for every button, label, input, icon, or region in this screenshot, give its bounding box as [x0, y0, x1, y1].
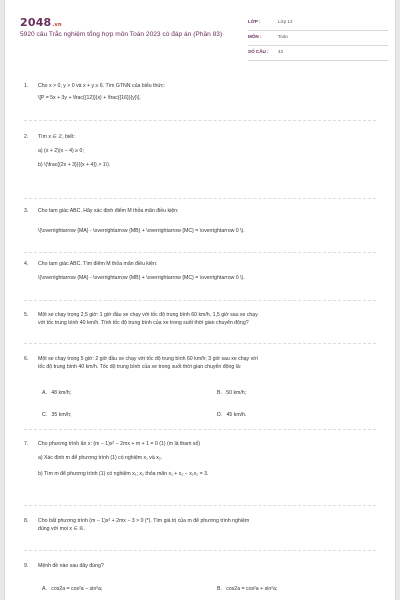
answer-option-d[interactable] — [217, 412, 246, 418]
answer-option-b[interactable] — [217, 390, 246, 396]
meta-key: SỐ CÂU : — [248, 49, 269, 54]
answer-option-b[interactable] — [217, 586, 277, 592]
logo-suffix: .vn — [52, 22, 62, 28]
option-text: 50 km/h; — [226, 390, 247, 396]
question-text: Một xe chạy trọng 2,5 giờ: 1 giờ đầu xe chạy với tốc độ trung bình 60 km/h, 1,5 giờ sau xe chạy — [38, 312, 258, 318]
question-number: 1. — [24, 83, 29, 89]
question-text: Cho tam giác ABC. Hãy xác định điểm M thỏa mãn điều kiện: — [38, 208, 179, 214]
question-number: 2. — [24, 134, 29, 140]
question-text: Cho bất phương trình (m − 1)x² + 2mx − 3 > 0 (*). Tìm giá trị của m để phương trình nghiệm — [38, 518, 250, 524]
question-divider — [24, 120, 376, 121]
answer-option-c[interactable] — [42, 412, 71, 418]
meta-key: LỚP : — [248, 19, 261, 24]
option-key: A. — [42, 390, 47, 396]
option-key: B. — [217, 586, 222, 592]
question-number: 9. — [24, 563, 29, 569]
question-text: Một xe chạy trong 5 giờ: 2 giờ đầu xe chạy với tốc độ trung bình 60 km/h; 3 giờ sau xe chạy với — [38, 356, 258, 362]
meta-row-class — [248, 16, 388, 31]
option-key: A. — [42, 586, 47, 592]
question-text: đúng với mọi x ∈ ℝ. — [38, 526, 85, 532]
option-text: cos2a = cos²a + sin²a; — [226, 586, 278, 592]
option-key: C. — [42, 412, 48, 418]
question-divider — [24, 550, 376, 551]
question-number: 7. — [24, 441, 29, 447]
question-formula: \(\overrightarrow {MA} - \overrightarrow {MB} + \overrightarrow {MC} = \overrightarrow 0 \). — [38, 275, 245, 281]
meta-table — [248, 16, 388, 61]
site-logo[interactable] — [20, 16, 62, 29]
document-title: 5920 câu Trắc nghiệm tổng hợp môn Toán 2023 có đáp án (Phần 83) — [20, 31, 223, 38]
question-divider — [24, 300, 376, 301]
question-text: Cho x > 0, y > 0 và x + y ≥ 6. Tìm GTNN của biểu thức: — [38, 83, 165, 89]
question-formula: \[P = 5x + 3y + \frac{{12}}{x} + \frac{{16}}{y}\]. — [38, 95, 141, 101]
question-text: Cho phương trình ẩn x: (m − 1)x² − 2mx + m + 1 = 0 (1) (m là tham số) — [38, 441, 201, 447]
meta-value: 43 — [278, 49, 284, 54]
question-divider — [24, 198, 376, 199]
answer-option-a[interactable] — [42, 390, 71, 396]
question-divider — [24, 343, 376, 344]
question-number: 3. — [24, 208, 29, 214]
meta-key: MÔN : — [248, 34, 262, 39]
option-key: D. — [217, 412, 223, 418]
question-number: 4. — [24, 261, 29, 267]
meta-row-count — [248, 46, 388, 61]
option-text: 45 km/h. — [226, 412, 247, 418]
logo-text: 2048 — [20, 16, 52, 29]
question-text: Cho tam giác ABC. Tìm điểm M thỏa mãn điều kiện: — [38, 261, 158, 267]
question-part-a: a) Xác định m để phương trình (1) có nghiệm x₁ và x₂. — [38, 455, 163, 461]
meta-value: Lớp 12 — [278, 19, 293, 24]
option-text: cos2a = cos²a − sin²a; — [51, 586, 103, 592]
question-formula: \(\overrightarrow {MA} - \overrightarrow {MB} + \overrightarrow {MC} = \overrightarrow 0 \). — [38, 228, 245, 234]
question-text: với tốc trung bình 40 km/h. Tính tốc độ trung bình của xe trong suốt thời gian chuyển động? — [38, 320, 249, 326]
document-page — [5, 0, 395, 600]
question-text: Mệnh đề nào sau đây đúng? — [38, 563, 104, 569]
question-number: 8. — [24, 518, 29, 524]
option-key: B. — [217, 390, 222, 396]
question-part-b: b) Tìm m để phương trình (1) có nghiệm x₁; x₂ thỏa mãn x₁ + x₂ − x₁x₂ = 3. — [38, 471, 209, 477]
question-number: 5. — [24, 312, 29, 318]
question-text: tốc độ trung bình 40 km/h. Tốc độ trung bình của xe trong suốt thời gian chuyển động là: — [38, 364, 242, 370]
option-text: 48 km/h; — [51, 390, 72, 396]
question-divider — [24, 505, 376, 506]
option-text: 35 km/h; — [51, 412, 72, 418]
meta-value: Toán — [278, 34, 288, 39]
question-part-b: b) \(\frac{{2x + 3}}{{x + 4}} > 1\). — [38, 162, 111, 168]
question-divider — [24, 252, 376, 253]
question-divider — [24, 429, 376, 430]
question-number: 6. — [24, 356, 29, 362]
question-text: Tìm x ∈ ℤ, biết: — [38, 134, 75, 140]
answer-option-a[interactable] — [42, 586, 102, 592]
question-part-a: a) (x + 2)(x − 4) ≥ 0; — [38, 148, 84, 154]
document-header — [20, 16, 385, 60]
meta-row-subject — [248, 31, 388, 46]
